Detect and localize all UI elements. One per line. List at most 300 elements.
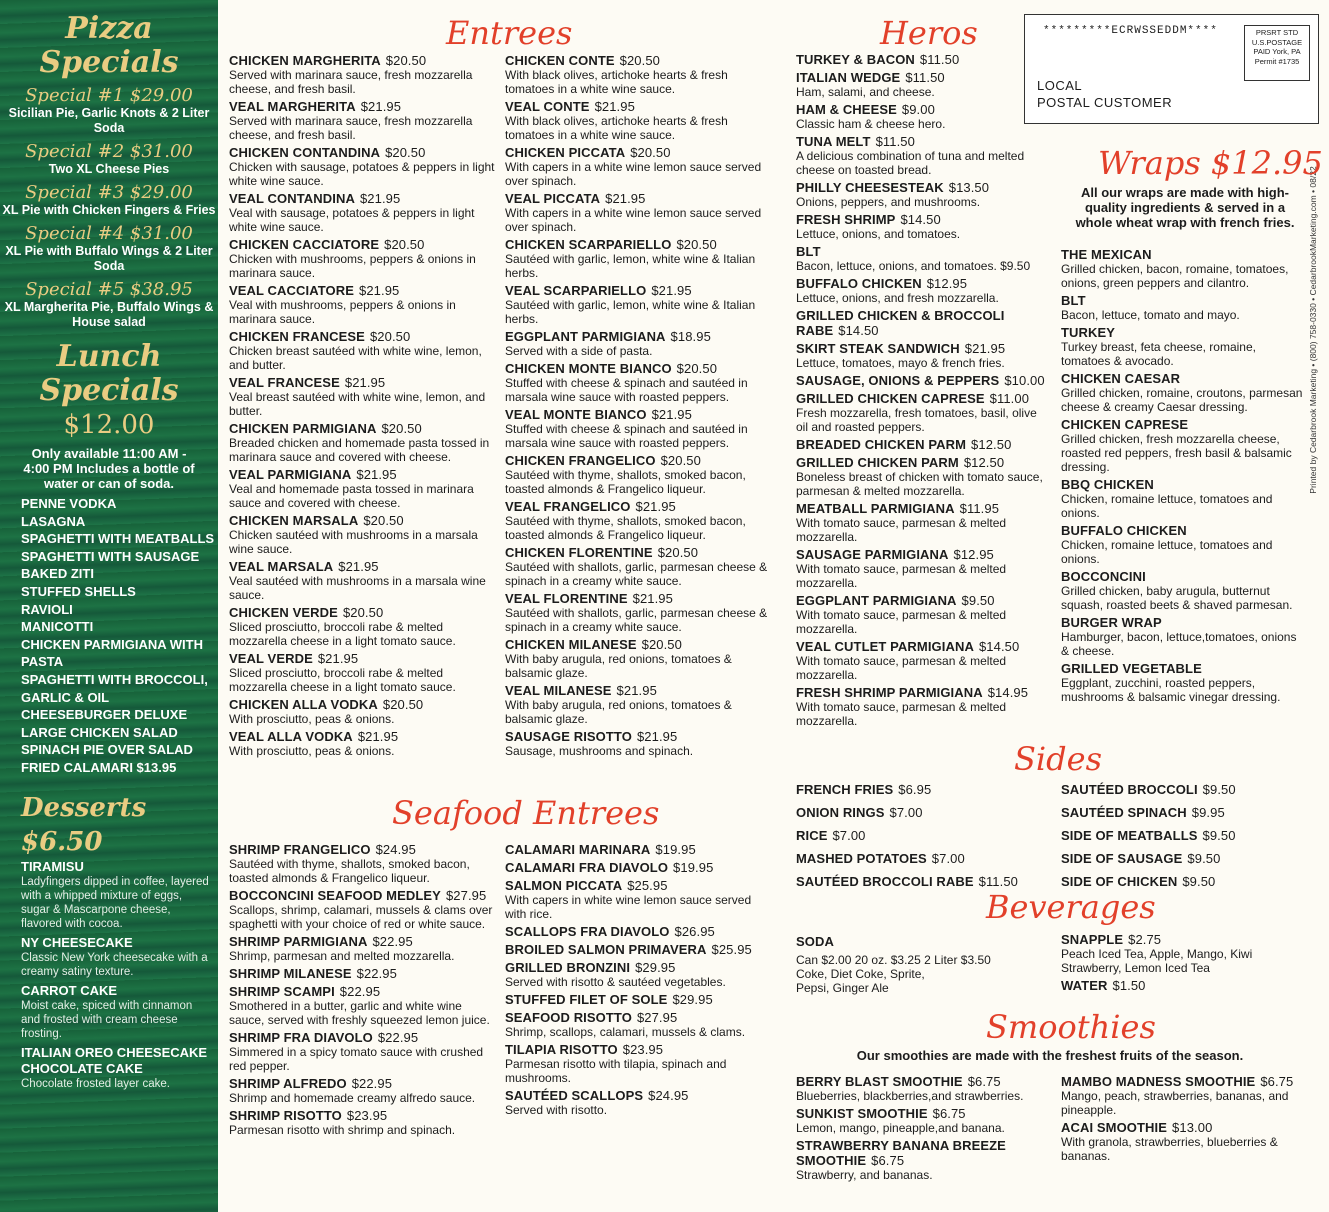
pizza-specials-title: Pizza Specials — [39, 11, 179, 80]
item-name-line — [505, 499, 773, 514]
item-name-line — [1061, 247, 1306, 262]
hero-item — [796, 52, 1048, 67]
item-name-line — [505, 191, 773, 206]
item-name-line — [505, 145, 773, 160]
item-name-line — [1061, 661, 1306, 676]
item-description: Lettuce, onions, and tomatoes. — [796, 227, 961, 241]
item-name: ONION RINGS — [796, 805, 885, 820]
item-name: FRENCH FRIES — [796, 782, 894, 797]
entree-item — [505, 99, 773, 142]
item-description: Served with a side of pasta. — [505, 344, 653, 358]
item-name: MEATBALL PARMIGIANA — [796, 501, 955, 516]
item-description: Sautéed with shallots, garlic, parmesan cheese & spinach in a creamy white sauce. — [505, 606, 768, 634]
item-price: $21.95 — [359, 283, 400, 298]
item-name-line — [505, 407, 773, 422]
special-heading: Special #2 $31.00 — [25, 141, 193, 162]
snapple-desc: Peach Iced Tea, Apple, Mango, Kiwi Strawberry, Lemon Iced Tea — [1061, 947, 1253, 975]
item-price: $22.95 — [372, 934, 413, 949]
seafood-item — [229, 984, 497, 1027]
item-name-line — [796, 826, 1046, 846]
item-name-line — [505, 1088, 773, 1103]
item-name: VEAL CUTLET PARMIGIANA — [796, 639, 974, 654]
item-name: VEAL CACCIATORE — [229, 283, 355, 298]
item-name: EGGPLANT PARMIGIANA — [505, 329, 666, 344]
item-price: $20.50 — [619, 53, 661, 68]
item-description: Sautéed with thyme, shallots, smoked bacon, toasted almonds & Frangelico liqueur. — [505, 514, 746, 542]
printer-credit-text: Printed by Cedarbrook Marketing • (800) 758-0330 • CedarbrookMarketing.com • 08/22 — [1308, 166, 1318, 494]
postage-stamp: PRSRT STD U.S.POSTAGE PAID York, PA Permit #1735 — [1244, 25, 1310, 81]
special-heading: Special #5 $38.95 — [25, 279, 193, 300]
entrees-column-1 — [229, 53, 497, 761]
item-description: Blueberries, blackberries,and strawberries. — [796, 1089, 1024, 1103]
item-name: CHICKEN MARGHERITA — [229, 53, 381, 68]
entree-item — [229, 697, 497, 726]
item-price: $7.00 — [931, 851, 965, 866]
item-name-line — [229, 467, 497, 482]
item-name-line — [229, 984, 497, 999]
item-name: GRILLED VEGETABLE — [1061, 661, 1202, 676]
item-name-line — [229, 329, 497, 344]
wrap-item — [1061, 371, 1306, 414]
item-name-line — [229, 605, 497, 620]
entree-item — [229, 53, 497, 96]
item-name: SAUTÉED SPINACH — [1061, 805, 1187, 820]
entree-item — [229, 283, 497, 326]
item-name-line — [1061, 523, 1306, 538]
hero-item — [796, 547, 1048, 590]
item-price: $21.95 — [317, 651, 359, 666]
item-name-line — [505, 878, 773, 893]
item-name-line — [505, 842, 773, 857]
item-name-line — [1061, 325, 1306, 340]
item-price: $22.95 — [356, 966, 397, 981]
item-name: CALAMARI MARINARA — [505, 842, 651, 857]
item-price: $26.95 — [674, 924, 715, 939]
smoothies-title: Smoothies — [986, 1008, 1156, 1046]
item-name: VEAL CONTE — [505, 99, 590, 114]
item-price: $21.95 — [594, 99, 635, 114]
item-price: $23.95 — [346, 1108, 388, 1123]
wrap-item — [1061, 615, 1306, 658]
item-name-line — [505, 361, 773, 376]
item-description: Sausage, mushrooms and spinach. — [505, 744, 694, 758]
item-name: BERRY BLAST SMOOTHIE — [796, 1074, 963, 1089]
wrap-item — [1061, 523, 1306, 566]
item-name: BBQ CHICKEN — [1061, 477, 1154, 492]
smoothie-item — [1061, 1120, 1316, 1163]
item-name: SEAFOOD RISOTTO — [505, 1010, 632, 1025]
dessert-description: Moist cake, spiced with cinnamon and frosted with cream cheese frosting. — [21, 999, 193, 1040]
seafood-item — [229, 888, 497, 931]
seafood-item — [505, 924, 773, 939]
dessert-description: Ladyfingers dipped in coffee, layered with a whipped mixture of eggs, sugar & Mascarpone cheese, flavored with cocoa. — [21, 875, 209, 930]
item-name-line — [229, 145, 497, 160]
soda-name: SODA — [796, 934, 834, 949]
item-name-line — [229, 729, 497, 744]
item-name: CHICKEN CAESAR — [1061, 371, 1181, 386]
entree-item — [505, 407, 773, 450]
item-name-line — [1061, 569, 1306, 584]
item-description: A delicious combination of tuna and melted cheese on toasted bread. — [796, 149, 1025, 177]
seafood-item — [229, 1076, 497, 1105]
lunch-item: CHEESEBURGER DELUXE — [21, 707, 188, 723]
item-price: $11.50 — [978, 874, 1019, 889]
snapple-water — [1061, 932, 1311, 996]
item-name: GRILLED CHICKEN & BROCCOLI RABE — [796, 308, 1005, 338]
soda-flavors: Coke, Diet Coke, Sprite, Pepsi, Ginger Ale — [796, 967, 925, 995]
item-name-line — [1061, 293, 1306, 308]
item-name: BROILED SALMON PRIMAVERA — [505, 942, 707, 957]
entree-item — [505, 361, 773, 404]
item-price: $22.95 — [339, 984, 381, 999]
item-name-line — [796, 212, 1048, 227]
item-description: Smothered in a butter, garlic and white wine sauce, served with freshly squeezed lemon juice. — [229, 999, 490, 1027]
item-name-line — [229, 1076, 497, 1091]
item-name: THE MEXICAN — [1061, 247, 1152, 262]
item-description: Served with risotto. — [505, 1103, 608, 1117]
item-name-line — [505, 283, 773, 298]
item-name: CHICKEN PARMIGIANA — [229, 421, 377, 436]
item-name-line — [796, 455, 1048, 470]
item-price: $12.95 — [926, 276, 968, 291]
item-name: CHICKEN CONTANDINA — [229, 145, 381, 160]
smoothie-item — [1061, 1074, 1316, 1117]
item-description: With tomato sauce, parmesan & melted mozzarella. — [796, 700, 1007, 728]
lunch-item: STUFFED SHELLS — [21, 583, 136, 599]
item-description: Mango, peach, strawberries, bananas, and pineapple. — [1061, 1089, 1289, 1117]
item-name: SCALLOPS FRA DIAVOLO — [505, 924, 670, 939]
seafood-title: Seafood Entrees — [392, 794, 660, 832]
seafood-item — [229, 966, 497, 981]
hero-item — [796, 244, 1048, 273]
item-price: $24.95 — [375, 842, 416, 857]
item-price: $14.50 — [838, 323, 879, 338]
beverages-title: Beverages — [986, 888, 1156, 926]
item-name: TURKEY & BACON — [796, 52, 915, 67]
item-description: With baby arugula, red onions, tomatoes & balsamic glaze. — [505, 652, 732, 680]
item-name-line — [796, 1138, 1051, 1168]
item-name-line — [796, 52, 1048, 67]
lunch-item: BAKED ZITI — [21, 566, 94, 582]
desserts-list — [0, 859, 218, 1091]
item-description: Sliced prosciutto, broccoli rabe & melted mozzarella cheese in a light tomato sauce. — [229, 620, 456, 648]
lunch-item: SPAGHETTI WITH SAUSAGE — [21, 548, 200, 564]
item-price: $20.50 — [641, 637, 682, 652]
item-name-line — [796, 437, 1048, 452]
item-name-line — [505, 683, 773, 698]
item-price: $6.75 — [871, 1153, 905, 1168]
item-name: SAUSAGE, ONIONS & PEPPERS — [796, 373, 1000, 388]
entree-item — [229, 329, 497, 372]
item-price: $11.95 — [959, 501, 1000, 516]
item-price: $7.00 — [889, 805, 923, 820]
item-price: $14.95 — [987, 685, 1029, 700]
seafood-item — [505, 992, 773, 1007]
item-name: VEAL FRANGELICO — [505, 499, 631, 514]
item-price: $29.95 — [672, 992, 713, 1007]
item-name-line — [505, 453, 773, 468]
entree-item — [505, 191, 773, 234]
item-name-line — [505, 1010, 773, 1025]
item-price: $12.50 — [963, 455, 1005, 470]
item-price: $27.95 — [636, 1010, 678, 1025]
item-name: CHICKEN SCARPARIELLO — [505, 237, 672, 252]
item-name-line — [505, 329, 773, 344]
lunch-item: LARGE CHICKEN SALAD — [21, 724, 178, 740]
item-name: VEAL PARMIGIANA — [229, 467, 352, 482]
hero-item — [796, 639, 1048, 682]
item-name-line — [505, 960, 773, 975]
seafood-item — [229, 934, 497, 963]
item-name: FRESH SHRIMP PARMIGIANA — [796, 685, 983, 700]
side-item — [796, 826, 1046, 846]
item-name-line — [505, 729, 773, 744]
item-name: SUNKIST SMOOTHIE — [796, 1106, 928, 1121]
item-price: $25.95 — [627, 878, 668, 893]
entree-item — [505, 53, 773, 96]
special-5 — [0, 279, 218, 330]
lunch-items-list — [0, 495, 218, 777]
item-price: $20.50 — [630, 145, 671, 160]
item-description: Turkey breast, feta cheese, romaine, tomatoes & avocado. — [1061, 340, 1256, 368]
item-name-line — [1061, 477, 1306, 492]
item-name: CHICKEN FLORENTINE — [505, 545, 653, 560]
item-price: $11.00 — [989, 391, 1030, 406]
item-price: $18.95 — [670, 329, 711, 344]
item-price: $19.95 — [655, 842, 696, 857]
seafood-column-2 — [505, 842, 773, 1120]
hero-item — [796, 391, 1048, 434]
special-description: Sicilian Pie, Garlic Knots & 2 Liter Soda — [8, 106, 210, 135]
mailing-label — [1024, 14, 1319, 124]
item-description: Served with marinara sauce, fresh mozzarella cheese, and fresh basil. — [229, 68, 473, 96]
item-description: Grilled chicken, fresh mozzarella cheese, roasted red peppers, fresh basil & balsamic dressing. — [1061, 432, 1292, 474]
item-description: Chicken, romaine lettuce, tomatoes and onions. — [1061, 492, 1273, 520]
item-name: RICE — [796, 828, 828, 843]
item-name: VEAL MONTE BIANCO — [505, 407, 647, 422]
side-item — [796, 849, 1046, 869]
item-name: TURKEY — [1061, 325, 1116, 340]
item-price: $21.95 — [636, 729, 678, 744]
pizza-specials-list — [0, 85, 218, 330]
item-name-line — [1061, 371, 1306, 386]
hero-item — [796, 134, 1048, 177]
item-name-line — [229, 99, 497, 114]
mail-line-2: POSTAL CUSTOMER — [1037, 95, 1173, 110]
smoothies-column-2 — [1061, 1074, 1316, 1166]
desserts-title: Desserts $6.50 — [21, 792, 147, 857]
item-description: With prosciutto, peas & onions. — [229, 712, 395, 726]
item-description: Chicken, romaine lettuce, tomatoes and onions. — [1061, 538, 1273, 566]
hero-item — [796, 501, 1048, 544]
special-description: XL Pie with Buffalo Wings & 2 Liter Soda — [5, 244, 213, 273]
item-name: VEAL CONTANDINA — [229, 191, 355, 206]
item-description: Served with risotto & sautéed vegetables. — [505, 975, 726, 989]
item-price: $14.50 — [900, 212, 941, 227]
item-description: Served with marinara sauce, fresh mozzarella cheese, and fresh basil. — [229, 114, 473, 142]
item-price: $20.50 — [385, 145, 426, 160]
item-name: CHICKEN MILANESE — [505, 637, 637, 652]
item-name: CHICKEN MONTE BIANCO — [505, 361, 672, 376]
item-price: $20.50 — [384, 237, 425, 252]
item-name-line — [505, 591, 773, 606]
seafood-item — [505, 1042, 773, 1085]
item-price: $21.95 — [359, 191, 401, 206]
entree-item — [229, 375, 497, 418]
special-description: XL Margherita Pie, Buffalo Wings & House salad — [4, 300, 214, 329]
item-price: $21.95 — [357, 729, 399, 744]
item-name-line — [1061, 417, 1306, 432]
item-description: With baby arugula, red onions, tomatoes & balsamic glaze. — [505, 698, 732, 726]
item-price: $10.00 — [1004, 373, 1045, 388]
special-heading: Special #3 $29.00 — [25, 182, 193, 203]
hero-item — [796, 455, 1048, 498]
item-name: BLT — [1061, 293, 1086, 308]
item-price: $20.50 — [382, 697, 424, 712]
entree-item — [229, 513, 497, 556]
item-description: Grilled chicken, bacon, romaine, tomatoes, onions, green peppers and cilantro. — [1061, 262, 1289, 290]
item-name: BUFFALO CHICKEN — [796, 276, 922, 291]
item-name-line — [796, 134, 1048, 149]
item-name-line — [796, 341, 1048, 356]
item-name-line — [796, 102, 1048, 117]
item-description: With capers in white wine lemon sauce served with rice. — [505, 893, 752, 921]
item-name: TILAPIA RISOTTO — [505, 1042, 618, 1057]
item-name: SHRIMP SCAMPI — [229, 984, 335, 999]
item-price: $12.95 — [953, 547, 994, 562]
entree-item — [229, 605, 497, 648]
smoothie-item — [796, 1106, 1051, 1135]
item-name: CHICKEN ALLA VODKA — [229, 697, 378, 712]
item-price: $19.95 — [673, 860, 714, 875]
item-description: Veal with sausage, potatoes & peppers in light white wine sauce. — [229, 206, 475, 234]
item-price: $21.95 — [338, 559, 379, 574]
item-price: $11.50 — [905, 70, 945, 85]
seafood-item — [229, 1030, 497, 1073]
item-description: Shrimp, parmesan and melted mozzarella. — [229, 949, 455, 963]
item-name: ITALIAN WEDGE — [796, 70, 901, 85]
item-description: Hamburger, bacon, lettuce,tomatoes, onions & cheese. — [1061, 630, 1297, 658]
lunch-item: RAVIOLI — [21, 601, 73, 617]
item-name: SHRIMP ALFREDO — [229, 1076, 347, 1091]
lunch-item: LASAGNA — [21, 513, 86, 529]
item-name: CHICKEN CAPRESE — [1061, 417, 1189, 432]
lunch-item: CHICKEN PARMIGIANA WITH PASTA — [21, 636, 203, 670]
item-price: $13.00 — [1172, 1120, 1213, 1135]
item-description: Veal sautéed with mushrooms in a marsala wine sauce. — [229, 574, 486, 602]
item-description: Fresh mozzarella, fresh tomatoes, basil, olive oil and roasted peppers. — [796, 406, 1037, 434]
wrap-item — [1061, 293, 1306, 322]
item-name: MAMBO MADNESS SMOOTHIE — [1061, 1074, 1256, 1089]
seafood-item — [505, 1010, 773, 1039]
item-name: BOCCONCINI SEAFOOD MEDLEY — [229, 888, 441, 903]
wrap-item — [1061, 661, 1306, 704]
item-name-line — [796, 1106, 1051, 1121]
hero-item — [796, 70, 1048, 99]
item-price: $20.50 — [381, 421, 422, 436]
smoothie-item — [796, 1074, 1051, 1103]
seafood-item — [505, 960, 773, 989]
item-name: PHILLY CHEESESTEAK — [796, 180, 944, 195]
wrap-item — [1061, 569, 1306, 612]
item-name-line — [229, 559, 497, 574]
item-name-line — [229, 513, 497, 528]
item-name-line — [796, 501, 1048, 516]
special-3 — [0, 182, 218, 218]
seafood-item — [505, 942, 773, 957]
item-price: $9.50 — [1202, 828, 1236, 843]
wraps-column — [1061, 247, 1306, 707]
item-name: CALAMARI FRA DIAVOLO — [505, 860, 669, 875]
seafood-item — [505, 842, 773, 857]
entree-item — [505, 453, 773, 496]
lunch-item: SPAGHETTI WITH MEATBALLS — [21, 531, 215, 547]
item-name-line — [1061, 780, 1311, 800]
entree-item — [229, 237, 497, 280]
item-name: SIDE OF SAUSAGE — [1061, 851, 1183, 866]
special-4 — [0, 223, 218, 274]
entree-item — [505, 237, 773, 280]
item-description: Sautéed with shallots, garlic, parmesan cheese & spinach in a creamy white sauce. — [505, 560, 768, 588]
heros-title: Heros — [880, 14, 978, 52]
side-item — [1061, 803, 1311, 823]
item-price: $14.50 — [978, 639, 1020, 654]
mail-line-1: LOCAL — [1037, 78, 1083, 93]
item-description: Ham, salami, and cheese. — [796, 85, 935, 99]
specials-panel — [0, 0, 218, 1212]
wrap-item — [1061, 477, 1306, 520]
item-name-line — [229, 375, 497, 390]
item-price: $23.95 — [622, 1042, 664, 1057]
item-description: Grilled chicken, romaine, croutons, parmesan cheese & creamy Caesar dressing. — [1061, 386, 1303, 414]
item-name-line — [229, 842, 497, 857]
item-name: SHRIMP FRANGELICO — [229, 842, 371, 857]
snapple-name: SNAPPLE $2.75 — [1061, 932, 1162, 947]
item-description: Eggplant, zucchini, roasted peppers, mushrooms & balsamic vinegar dressing. — [1061, 676, 1281, 704]
item-name: TUNA MELT — [796, 134, 871, 149]
item-description: Breaded chicken and homemade pasta tossed in marinara sauce and covered with cheese. — [229, 436, 490, 464]
smoothie-item — [796, 1138, 1051, 1182]
item-price: $9.50 — [961, 593, 995, 608]
item-description: Chicken sautéed with mushrooms in a marsala wine sauce. — [229, 528, 478, 556]
hero-item — [796, 685, 1048, 728]
item-price: $21.95 — [651, 407, 692, 422]
dessert-name: CARROT CAKE — [21, 982, 118, 998]
item-description: Sautéed with garlic, lemon, white wine & Italian herbs. — [505, 298, 756, 326]
item-description: Grilled chicken, baby arugula, butternut squash, roasted beets & shaved parmesan. — [1061, 584, 1293, 612]
item-name-line — [229, 651, 497, 666]
side-item — [1061, 826, 1311, 846]
seafood-item — [505, 860, 773, 875]
item-price: $20.50 — [660, 453, 701, 468]
item-name-line — [229, 697, 497, 712]
item-price: $21.95 — [605, 191, 646, 206]
item-name-line — [796, 780, 1046, 800]
wraps-note: All our wraps are made with high-quality ingredients & served in a whole wheat wrap with french fries. — [1075, 185, 1295, 230]
item-name-line — [505, 860, 773, 875]
entree-item — [229, 729, 497, 758]
item-name: CHICKEN FRANCESE — [229, 329, 365, 344]
entree-item — [505, 329, 773, 358]
item-price: $6.75 — [1260, 1074, 1294, 1089]
entree-item — [505, 637, 773, 680]
item-price: $20.50 — [676, 361, 718, 376]
item-name-line — [229, 421, 497, 436]
printer-credit — [1306, 140, 1320, 520]
item-name: HAM & CHEESE — [796, 102, 897, 117]
mail-code: *********ECRWSSEDDM**** — [1043, 25, 1218, 37]
item-price: $9.50 — [1187, 851, 1221, 866]
